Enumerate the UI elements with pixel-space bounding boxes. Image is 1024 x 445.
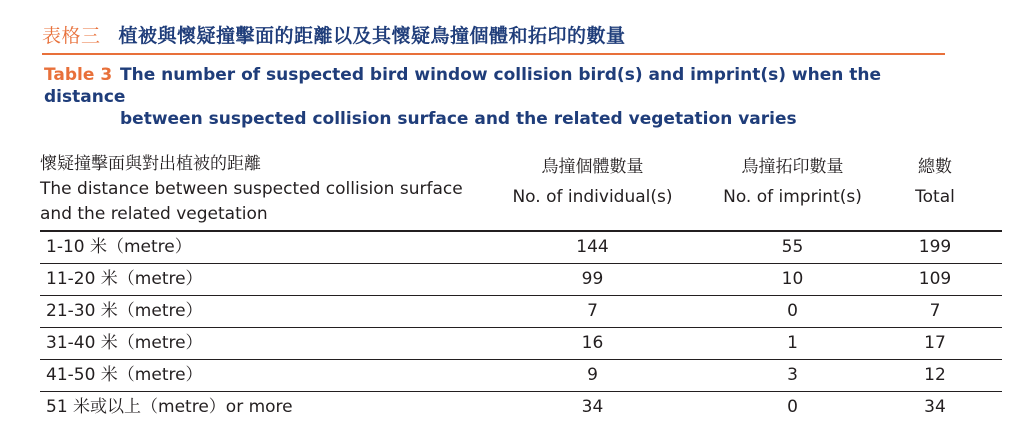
table-row	[40, 264, 1002, 296]
cell-distance: 21-30 米（metre）	[46, 301, 203, 321]
cell-imprints: 10	[781, 269, 804, 289]
header-individuals	[510, 152, 675, 212]
header-total-cn: 總數	[918, 157, 952, 177]
cell-total: 12	[924, 365, 946, 385]
data-table	[40, 150, 1002, 423]
header-total	[900, 152, 970, 212]
cell-total: 109	[918, 269, 952, 289]
cell-distance: 51 米或以上（metre）or more	[46, 397, 293, 417]
header-distance	[40, 152, 463, 227]
english-title-line1: The number of suspected bird window collision bird(s) and imprint(s) when the distance	[44, 65, 882, 107]
cell-individuals: 99	[581, 269, 604, 289]
chinese-title-text: 植被與懷疑撞擊面的距離以及其懷疑鳥撞個體和拓印的數量	[118, 25, 626, 47]
cell-individuals: 144	[576, 237, 609, 257]
cell-imprints: 0	[787, 397, 798, 417]
cell-total: 199	[918, 237, 952, 257]
chinese-title	[42, 21, 626, 48]
table-row	[40, 296, 1002, 328]
chinese-table-label: 表格三	[42, 25, 101, 47]
cell-total: 34	[924, 397, 946, 417]
header-imprints-cn: 鳥撞拓印數量	[741, 157, 844, 177]
cell-total: 7	[929, 301, 941, 321]
english-table-label: Table 3	[44, 65, 113, 85]
cell-distance: 31-40 米（metre）	[46, 333, 203, 353]
table-body	[40, 232, 1002, 423]
cell-individuals: 16	[581, 333, 604, 353]
table-row	[40, 232, 1002, 264]
english-title-line2: between suspected collision surface and the related vegetation varies	[120, 109, 797, 129]
cell-total: 17	[924, 333, 946, 353]
table-header	[40, 150, 1002, 230]
cell-distance: 11-20 米（metre）	[46, 269, 203, 289]
cell-individuals: 34	[581, 397, 604, 417]
cell-individuals: 9	[587, 365, 598, 385]
cell-individuals: 7	[587, 301, 598, 321]
table-row	[40, 328, 1002, 360]
cell-imprints: 1	[787, 333, 798, 353]
cell-distance: 41-50 米（metre）	[46, 365, 203, 385]
header-distance-en-line2: and the related vegetation	[40, 204, 268, 224]
table-row	[40, 392, 1002, 423]
english-title	[44, 64, 944, 130]
cell-distance: 1-10 米（metre）	[46, 237, 192, 257]
header-distance-cn: 懷疑撞擊面與對出植被的距離	[40, 154, 261, 174]
header-imprints	[700, 152, 885, 212]
cell-imprints: 0	[787, 301, 798, 321]
header-individuals-en: No. of individual(s)	[512, 187, 673, 207]
header-individuals-cn: 鳥撞個體數量	[541, 157, 644, 177]
cell-imprints: 55	[781, 237, 804, 257]
header-total-en: Total	[915, 187, 955, 207]
cell-imprints: 3	[787, 365, 798, 385]
header-imprints-en: No. of imprint(s)	[723, 187, 862, 207]
table-row	[40, 360, 1002, 392]
header-distance-en-line1: The distance between suspected collision surface	[40, 179, 463, 199]
title-divider	[42, 53, 945, 55]
